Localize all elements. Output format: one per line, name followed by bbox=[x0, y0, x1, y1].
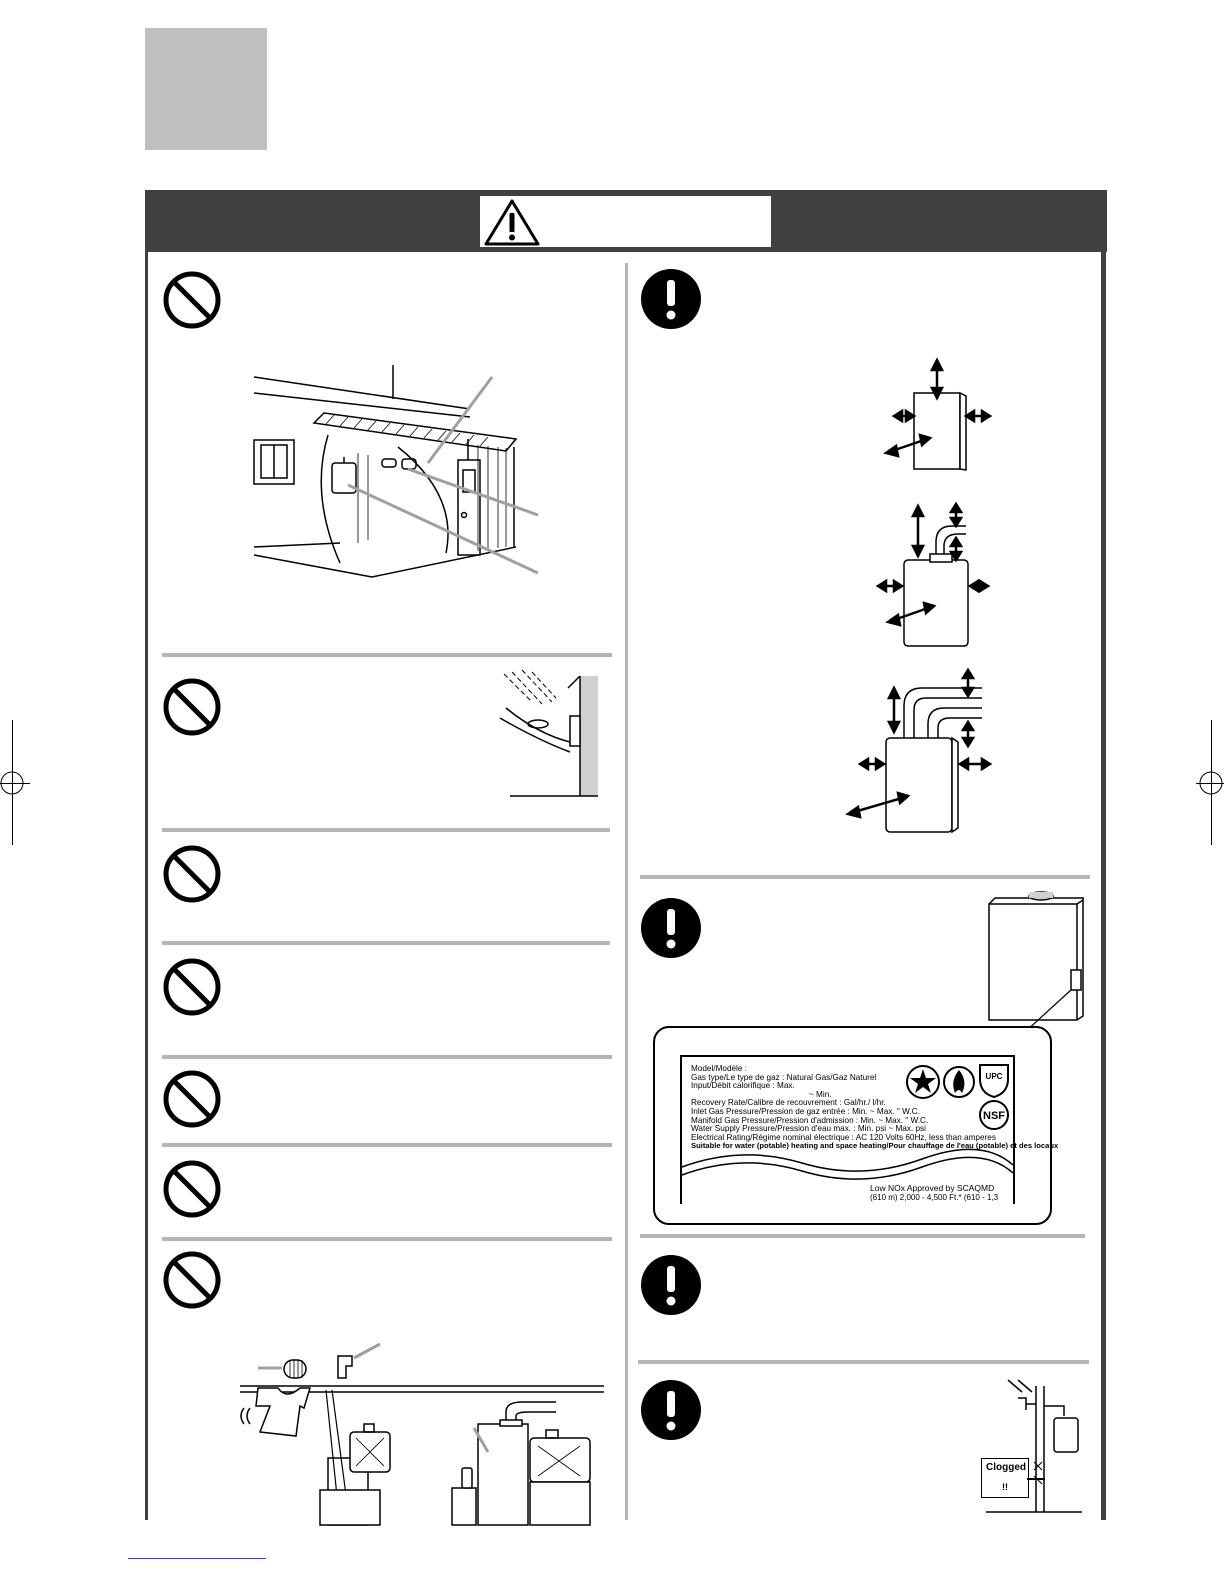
section-divider bbox=[162, 1143, 612, 1147]
frame-right-border bbox=[1101, 252, 1106, 1520]
section-divider bbox=[162, 653, 612, 657]
section-divider bbox=[162, 1055, 612, 1059]
section-divider bbox=[638, 1360, 1089, 1364]
warning-triangle-icon bbox=[484, 198, 540, 246]
nsf-badge-text: NSF bbox=[983, 1110, 1005, 1122]
upc-badge-text: UPC bbox=[985, 1072, 1003, 1081]
registration-mark-icon bbox=[1198, 770, 1224, 796]
prohibition-icon bbox=[162, 1250, 222, 1310]
clogged-sign bbox=[981, 1458, 1029, 1498]
clearance-diagram-unit-1 bbox=[870, 358, 1000, 478]
prohibition-icon bbox=[162, 1159, 222, 1219]
section-divider bbox=[640, 1234, 1085, 1238]
section-tab bbox=[145, 28, 267, 150]
registration-mark-icon bbox=[0, 770, 26, 796]
clearance-diagram-unit-3 bbox=[842, 668, 992, 836]
mandatory-action-icon bbox=[640, 1379, 702, 1441]
section-divider bbox=[162, 828, 610, 832]
nsf-badge-icon bbox=[978, 1099, 1012, 1133]
frame-left-border bbox=[145, 252, 148, 1520]
scaqmd-approval: Low NOx Approved by SCAQMD bbox=[870, 1183, 995, 1193]
rain-wall-illustration bbox=[498, 668, 600, 798]
prohibition-icon bbox=[162, 844, 222, 904]
sign-post bbox=[1027, 1478, 1045, 1480]
rating-plate bbox=[680, 1055, 1059, 1204]
prohibition-icon bbox=[162, 1069, 222, 1129]
prohibition-icon bbox=[162, 957, 222, 1017]
bleed-mark bbox=[128, 1558, 266, 1559]
column-divider bbox=[625, 263, 628, 1520]
certification-flame-icon bbox=[942, 1063, 978, 1101]
mandatory-action-icon bbox=[640, 268, 702, 330]
rating-label-callout bbox=[653, 1026, 1059, 1225]
combustibles-near-vent-illustration bbox=[230, 1340, 610, 1525]
clogged-sign-title: Clogged bbox=[986, 1462, 1026, 1473]
clogged-sign-marks: !! bbox=[1002, 1482, 1008, 1492]
section-divider bbox=[162, 1237, 612, 1241]
upc-badge-icon bbox=[976, 1061, 1012, 1099]
certification-star-icon bbox=[904, 1063, 944, 1101]
clearance-diagram-unit-2 bbox=[874, 502, 994, 650]
house-exterior-illustration bbox=[248, 365, 543, 585]
altitude-note: (610 m) 2,000 - 4,500 Ft.* (610 - 1,3 bbox=[870, 1193, 999, 1202]
prohibition-icon bbox=[162, 270, 222, 330]
prohibition-icon bbox=[162, 677, 222, 737]
warning-label-box bbox=[480, 196, 771, 247]
mandatory-action-icon bbox=[640, 1254, 702, 1316]
section-divider bbox=[640, 875, 1090, 879]
section-divider bbox=[162, 941, 610, 945]
mandatory-action-icon bbox=[640, 897, 702, 959]
rating-plate-specs: Model/Modèle : Gas type/Le type de gaz : Natural Gas/Gaz Naturel Input/Débit calorifique : Max. ~ Min. Recovery Rate/Calibre de recouvrement : Gal/hr./ l/hr. Inlet Gas Pressure/Pression de gaz entrée : Min. ~ Max. " W.C. Manifold Gas Pressure/Pression d'admission : Min. ~ Max. " W.C. Water Supply Pressure/Pression d'eau max. : Min. psi ~ Max. psi Electrical Rating/Régime nominal électrique : AC 120 Volts 60Hz, less than amperes Suitable for water (potable) heating and space heating/Pour chauffage de l'eau (potable) et des locaux bbox=[691, 1064, 1059, 1151]
water-heater-unit-illustration bbox=[985, 890, 1085, 1030]
